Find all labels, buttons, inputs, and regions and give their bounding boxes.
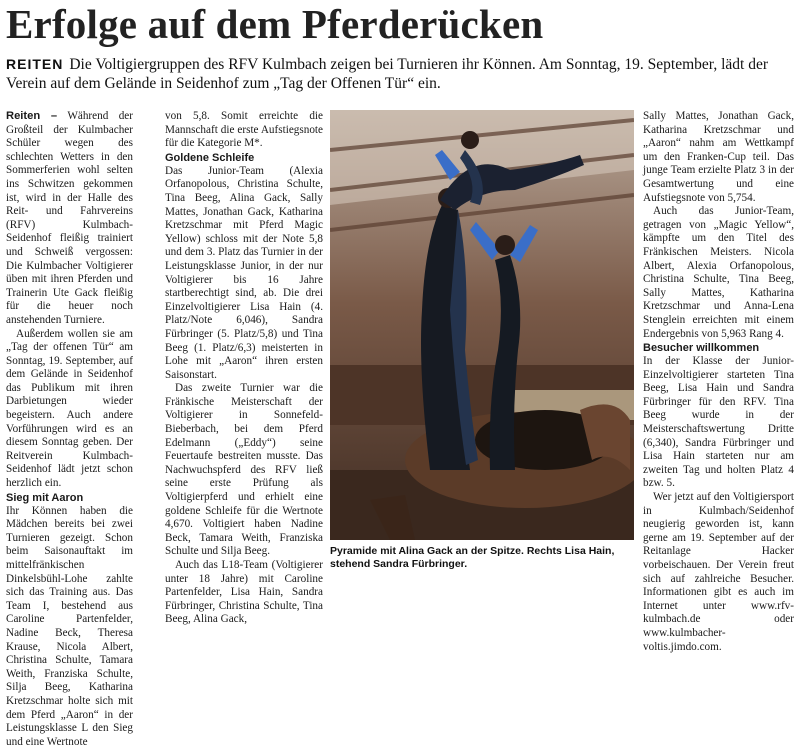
- paragraph: Reiten – Während der Großteil der Kulmbacher Schüler wegen des schlechten Wetters in den Sommerferien wohl selten ins Schwitzen gekommen ist, wird in der Halle des Reit- und Fahrvereins (RFV) Kulmbach-Seidenhof fleißig trainiert und Schweiß vergossen: Die Kulmbacher Voltigierer üben mit ihren Pferden und Trainerin Ute Gack fleißig für die heuer noch anstehenden Turniere.: [6, 110, 133, 326]
- paragraph: Außerdem wollen sie am „Tag der offenen Tür“ am Sonntag, 19. September, auf dem Gelände in Seidenhof das Publikum mit ihren Darbietungen wieder begeistern. Auch andere Vorführungen wird es an diesem Sonntag geben. Der Reitverein Kulmbach-Seidenhof lädt jetzt schon herzlich ein.: [6, 327, 133, 490]
- paragraph: Ihr Können haben die Mädchen bereits bei zwei Turnieren gezeigt. Schon beim Saisonauftakt im mittelfränkischen Dinkelsbühl-Lohe zahlte sich das Training aus. Das Team I, bestehend aus Caroline Partenfelder, Nadine Beck, Theresa Krause, Nicola Albert, Christina Schulte, Tamara Weith, Franziska Schulte, Silja Beeg, Katharina Kretzschmar holte sich mit dem Pferd „Aaron“ in der Leistungsklasse L den Sieg und eine Wertnote: [6, 504, 133, 748]
- paragraph: Das zweite Turnier war die Fränkische Meisterschaft der Voltigierer in Sonnefeld-Bieberbach, bei dem Pferd Edelmann („Eddy“) seine Feuertaufe bestreiten musste. Das Nachwuchspferd des RFV ließ seine erste Prüfung als Voltigierpferd und erhielt eine goldene Schleife für die Wertnote 4,670. Voltigiert haben Nadine Beck, Tamara Weith, Franziska Schulte und Silja Beeg.: [165, 382, 323, 558]
- lead-paragraph: [6, 55, 794, 93]
- article-column-1: [6, 110, 133, 749]
- paragraph: Auch das Junior-Team, getragen von „Magic Yellow“, kämpfte um den Titel des Fränkischen Meisters. Nicola Albert, Alexia Orfanopolous, Christina Schulte, Tina Beeg, Sally Mattes, Katharina Kretzschmar und Anna-Lena Stenglein erreichten mit einem Endergebnis von 5,963 Rang 4.: [643, 205, 794, 340]
- paragraph: Sally Mattes, Jonathan Gack, Katharina Kretzschmar und „Aaron“ nahm am Wettkampf um den Franken-Cup teil. Das junge Team erzielte Platz 3 in der Gesamtwertung und eine Aufstiegsnote von 5,754.: [643, 110, 794, 204]
- subheading: Besucher willkommen: [643, 342, 760, 355]
- dateline: Reiten –: [6, 110, 58, 122]
- paragraph: Das Junior-Team (Alexia Orfanopolous, Christina Schulte, Tina Beeg, Alina Gack, Sally Mattes, Jonathan Gack, Katharina Kretzschmar mit Pferd Magic Yellow) schloss mit der Note 5,8 und dem 3. Platz das Turnier in der Leistungsklasse Junior, in der nur Voltigierer bis 16 Jahre startberechtigt sind, ab. Die drei Einzelvoltigierer Lisa Hain (4. Platz/Note 6,046), Sandra Fürbringer (5. Platz/5,8) und Tina Beeg (1. Platz/6,3) meisterten in Lohe mit „Aaron“ ihren ersten Saisonstart.: [165, 164, 323, 381]
- paragraph: Auch das L18-Team (Voltigierer unter 18 Jahre) mit Caroline Partenfelder, Lisa Hain, Sandra Fürbringer, Christina Schulte, Tina Beeg, Alina Gack,: [165, 559, 323, 626]
- subheading: Goldene Schleife: [165, 151, 255, 164]
- lead-text: Die Voltigiergruppen des RFV Kulmbach zeigen bei Turnieren ihr Können. Am Sonntag, 19. September, lädt der Verein auf dem Gelände in Seidenhof zum „Tag der Offenen Tür“ ein.: [6, 56, 768, 92]
- paragraph: von 5,8. Somit erreichte die Mannschaft die erste Aufstiegsnote für die Kategorie M*.: [165, 110, 323, 150]
- vaulting-photo: [330, 110, 634, 540]
- photo-caption: Pyramide mit Alina Gack an der Spitze. Rechts Lisa Hain, stehend Sandra Fürbringer.: [330, 545, 615, 570]
- paragraph: Wer jetzt auf den Voltigiersport in Kulmbach/Seidenhof neugierig geworden ist, kann gerne am 19. September auf der Reitanlage Hacker vorbeischauen. Der Verein freut sich auf zahlreiche Besucher. Informationen gibt es auch im Internet unter www.rfv-kulmbach.de oder www.kulmbacher-voltis.jimdo.com.: [643, 491, 794, 653]
- vaulting-pyramid-illustration: [330, 110, 634, 540]
- headline: Erfolge auf dem Pferderücken: [6, 1, 544, 47]
- article-column-2: [165, 110, 323, 627]
- subheading: Sieg mit Aaron: [6, 491, 84, 504]
- paragraph: In der Klasse der Junior-Einzelvoltigierer starteten Tina Beeg, Lisa Hain und Sandra Fürbringer für den RFV. Tina Beeg wurde in der Meisterschaftswertung Dritte (6,340), Sandra Fürbringer und Lisa Hain starteten nur am zweiten Tag und holten Platz 4 bzw. 5.: [643, 355, 794, 490]
- article-column-3: [643, 110, 794, 654]
- section-kicker: REITEN: [6, 56, 64, 72]
